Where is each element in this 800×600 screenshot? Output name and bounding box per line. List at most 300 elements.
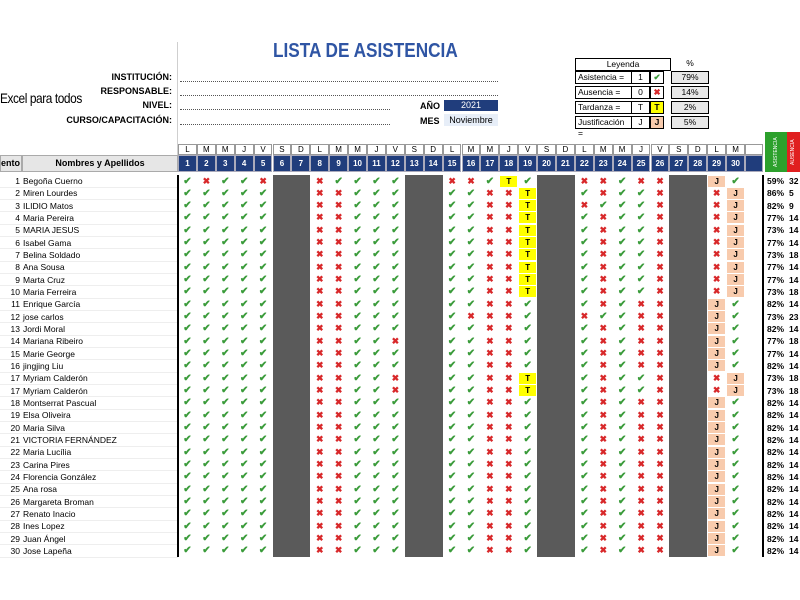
justificacion-mark[interactable]: J [708, 459, 725, 470]
cross-icon[interactable]: ✖ [486, 335, 494, 346]
cross-icon[interactable]: ✖ [505, 298, 513, 309]
institucion-field[interactable] [180, 81, 498, 82]
cross-icon[interactable]: ✖ [486, 508, 494, 519]
check-icon[interactable]: ✔ [636, 187, 646, 199]
student-name[interactable]: ILIDIO Matos [23, 200, 74, 211]
check-icon[interactable]: ✔ [447, 545, 457, 557]
cross-icon[interactable]: ✖ [486, 200, 494, 211]
check-icon[interactable]: ✔ [202, 483, 211, 495]
check-icon[interactable]: ✔ [258, 434, 268, 446]
cross-icon[interactable]: ✖ [505, 286, 513, 297]
check-icon[interactable]: ✔ [447, 237, 457, 249]
cross-icon[interactable]: ✖ [599, 459, 608, 470]
cross-icon[interactable]: ✖ [656, 533, 664, 544]
cross-icon[interactable]: ✖ [505, 434, 513, 445]
check-icon[interactable]: ✔ [239, 471, 249, 483]
check-icon[interactable]: ✔ [372, 311, 381, 323]
check-icon[interactable]: ✔ [221, 261, 230, 273]
student-name[interactable]: Ines Lopez [23, 521, 65, 532]
check-icon[interactable]: ✔ [523, 409, 532, 421]
check-icon[interactable]: ✔ [466, 471, 476, 483]
justificacion-mark[interactable]: J [708, 176, 725, 187]
check-icon[interactable]: ✔ [221, 545, 230, 557]
cross-icon[interactable]: ✖ [334, 434, 343, 445]
nivel-field[interactable] [180, 109, 390, 110]
student-name[interactable]: jingjing Liu [23, 360, 64, 371]
cross-icon[interactable]: ✖ [505, 409, 513, 420]
check-icon[interactable]: ✔ [466, 249, 476, 261]
cross-icon[interactable]: ✖ [486, 286, 494, 297]
check-icon[interactable]: ✔ [391, 249, 400, 261]
check-icon[interactable]: ✔ [466, 422, 476, 434]
cross-icon[interactable]: ✖ [599, 434, 608, 445]
check-icon[interactable]: ✔ [202, 409, 211, 421]
check-icon[interactable]: ✔ [731, 175, 740, 187]
check-icon[interactable]: ✔ [239, 175, 249, 187]
day-number-header[interactable]: 11 [367, 155, 386, 172]
cross-icon[interactable]: ✖ [656, 434, 664, 445]
check-icon[interactable]: ✔ [258, 348, 268, 360]
check-icon[interactable]: ✔ [636, 385, 646, 397]
check-icon[interactable]: ✔ [239, 459, 249, 471]
cross-icon[interactable]: ✖ [334, 335, 343, 346]
check-icon[interactable]: ✔ [183, 508, 192, 520]
day-number-header[interactable]: 9 [329, 155, 348, 172]
check-icon[interactable]: ✔ [258, 483, 268, 495]
check-icon[interactable]: ✔ [580, 496, 589, 508]
cross-icon[interactable]: ✖ [486, 471, 494, 482]
check-icon[interactable]: ✔ [523, 175, 532, 187]
check-icon[interactable]: ✔ [731, 348, 740, 360]
check-icon[interactable]: ✔ [202, 372, 211, 384]
check-icon[interactable]: ✔ [617, 434, 627, 446]
cross-icon[interactable]: ✖ [334, 187, 343, 198]
cross-icon[interactable]: ✖ [656, 212, 664, 223]
check-icon[interactable]: ✔ [372, 212, 381, 224]
check-icon[interactable]: ✔ [372, 372, 381, 384]
student-name[interactable]: Maria Ferreira [23, 286, 77, 297]
check-icon[interactable]: ✔ [221, 200, 230, 212]
cross-icon[interactable]: ✖ [334, 446, 343, 457]
check-icon[interactable]: ✔ [202, 397, 211, 409]
check-icon[interactable]: ✔ [617, 298, 627, 310]
justificacion-mark[interactable]: J [708, 311, 725, 322]
cross-icon[interactable]: ✖ [316, 175, 324, 186]
check-icon[interactable]: ✔ [372, 286, 381, 298]
check-icon[interactable]: ✔ [202, 422, 211, 434]
student-name[interactable]: Enrique García [23, 299, 81, 310]
check-icon[interactable]: ✔ [447, 409, 457, 421]
cross-icon[interactable]: ✖ [599, 360, 608, 371]
check-icon[interactable]: ✔ [372, 520, 381, 532]
cross-icon[interactable]: ✖ [486, 212, 494, 223]
cross-icon[interactable]: ✖ [334, 545, 343, 556]
check-icon[interactable]: ✔ [258, 397, 268, 409]
check-icon[interactable]: ✔ [353, 212, 362, 224]
check-icon[interactable]: ✔ [239, 397, 249, 409]
check-icon[interactable]: ✔ [447, 496, 457, 508]
check-icon[interactable]: ✔ [353, 397, 362, 409]
day-number-header[interactable]: 3 [216, 155, 235, 172]
check-icon[interactable]: ✔ [221, 471, 230, 483]
check-icon[interactable]: ✔ [466, 385, 476, 397]
check-icon[interactable]: ✔ [183, 224, 192, 236]
cross-icon[interactable]: ✖ [599, 348, 608, 359]
check-icon[interactable]: ✔ [183, 422, 192, 434]
check-icon[interactable]: ✔ [183, 446, 192, 458]
check-icon[interactable]: ✔ [258, 545, 268, 557]
check-icon[interactable]: ✔ [239, 422, 249, 434]
cross-icon[interactable]: ✖ [486, 249, 494, 260]
check-icon[interactable]: ✔ [523, 533, 532, 545]
cross-icon[interactable]: ✖ [316, 434, 324, 445]
justificacion-mark[interactable]: J [727, 286, 744, 297]
check-icon[interactable]: ✔ [183, 298, 192, 310]
check-icon[interactable]: ✔ [617, 249, 627, 261]
check-icon[interactable]: ✔ [731, 520, 740, 532]
check-icon[interactable]: ✔ [258, 533, 268, 545]
check-icon[interactable]: ✔ [731, 335, 740, 347]
day-number-header[interactable]: 27 [669, 155, 688, 172]
check-icon[interactable]: ✔ [183, 360, 192, 372]
cross-icon[interactable]: ✖ [202, 175, 211, 186]
student-name[interactable]: Florencia González [23, 471, 97, 482]
check-icon[interactable]: ✔ [372, 545, 381, 557]
cross-icon[interactable]: ✖ [505, 483, 513, 494]
check-icon[interactable]: ✔ [372, 496, 381, 508]
check-icon[interactable]: ✔ [447, 397, 457, 409]
cross-icon[interactable]: ✖ [505, 496, 513, 507]
check-icon[interactable]: ✔ [580, 261, 589, 273]
cross-icon[interactable]: ✖ [391, 372, 400, 383]
justificacion-mark[interactable]: J [727, 200, 744, 211]
cross-icon[interactable]: ✖ [599, 286, 608, 297]
check-icon[interactable]: ✔ [221, 520, 230, 532]
check-icon[interactable]: ✔ [580, 471, 589, 483]
cross-icon[interactable]: ✖ [334, 212, 343, 223]
check-icon[interactable]: ✔ [202, 224, 211, 236]
check-icon[interactable]: ✔ [523, 323, 532, 335]
cross-icon[interactable]: ✖ [316, 237, 324, 248]
check-icon[interactable]: ✔ [202, 298, 211, 310]
check-icon[interactable]: ✔ [183, 434, 192, 446]
justificacion-mark[interactable]: J [708, 360, 725, 371]
check-icon[interactable]: ✔ [221, 237, 230, 249]
check-icon[interactable]: ✔ [372, 224, 381, 236]
student-name[interactable]: Margareta Broman [23, 496, 94, 507]
cross-icon[interactable]: ✖ [637, 422, 645, 433]
cross-icon[interactable]: ✖ [505, 397, 513, 408]
check-icon[interactable]: ✔ [636, 372, 646, 384]
check-icon[interactable]: ✔ [580, 249, 589, 261]
check-icon[interactable]: ✔ [617, 323, 627, 335]
check-icon[interactable]: ✔ [391, 397, 400, 409]
cross-icon[interactable]: ✖ [486, 261, 494, 272]
cross-icon[interactable]: ✖ [486, 298, 494, 309]
check-icon[interactable]: ✔ [239, 187, 249, 199]
check-icon[interactable]: ✔ [183, 385, 192, 397]
check-icon[interactable]: ✔ [617, 372, 627, 384]
check-icon[interactable]: ✔ [580, 298, 589, 310]
check-icon[interactable]: ✔ [636, 224, 646, 236]
check-icon[interactable]: ✔ [239, 335, 249, 347]
cross-icon[interactable]: ✖ [316, 409, 324, 420]
cross-icon[interactable]: ✖ [505, 372, 513, 383]
check-icon[interactable]: ✔ [353, 533, 362, 545]
tardanza-mark[interactable]: T [519, 225, 536, 236]
cross-icon[interactable]: ✖ [505, 459, 513, 470]
check-icon[interactable]: ✔ [183, 409, 192, 421]
day-number-header[interactable]: 5 [254, 155, 273, 172]
check-icon[interactable]: ✔ [258, 200, 268, 212]
check-icon[interactable]: ✔ [239, 533, 249, 545]
check-icon[interactable]: ✔ [731, 397, 740, 409]
check-icon[interactable]: ✔ [523, 483, 532, 495]
justificacion-mark[interactable]: J [708, 323, 725, 334]
cross-icon[interactable]: ✖ [316, 335, 324, 346]
check-icon[interactable]: ✔ [731, 446, 740, 458]
check-icon[interactable]: ✔ [353, 434, 362, 446]
check-icon[interactable]: ✔ [239, 212, 249, 224]
cross-icon[interactable]: ✖ [656, 459, 664, 470]
check-icon[interactable]: ✔ [391, 409, 400, 421]
check-icon[interactable]: ✔ [731, 483, 740, 495]
check-icon[interactable]: ✔ [372, 323, 381, 335]
check-icon[interactable]: ✔ [221, 323, 230, 335]
check-icon[interactable]: ✔ [372, 397, 381, 409]
check-icon[interactable]: ✔ [617, 286, 627, 298]
cross-icon[interactable]: ✖ [656, 323, 664, 334]
cross-icon[interactable]: ✖ [599, 175, 608, 186]
cross-icon[interactable]: ✖ [637, 409, 645, 420]
check-icon[interactable]: ✔ [221, 348, 230, 360]
check-icon[interactable]: ✔ [202, 187, 211, 199]
check-icon[interactable]: ✔ [391, 496, 400, 508]
cross-icon[interactable]: ✖ [316, 224, 324, 235]
check-icon[interactable]: ✔ [391, 286, 400, 298]
cross-icon[interactable]: ✖ [316, 323, 324, 334]
check-icon[interactable]: ✔ [258, 446, 268, 458]
tardanza-mark[interactable]: T [519, 262, 536, 273]
justificacion-mark[interactable]: J [727, 237, 744, 248]
check-icon[interactable]: ✔ [580, 372, 589, 384]
cross-icon[interactable]: ✖ [656, 175, 664, 186]
cross-icon[interactable]: ✖ [637, 520, 645, 531]
justificacion-mark[interactable]: J [708, 521, 725, 532]
check-icon[interactable]: ✔ [258, 311, 268, 323]
check-icon[interactable]: ✔ [353, 261, 362, 273]
check-icon[interactable]: ✔ [353, 249, 362, 261]
cross-icon[interactable]: ✖ [505, 311, 513, 322]
cross-icon[interactable]: ✖ [334, 298, 343, 309]
cross-icon[interactable]: ✖ [486, 372, 494, 383]
check-icon[interactable]: ✔ [580, 360, 589, 372]
check-icon[interactable]: ✔ [258, 385, 268, 397]
check-icon[interactable]: ✔ [466, 212, 476, 224]
check-icon[interactable]: ✔ [447, 335, 457, 347]
check-icon[interactable]: ✔ [580, 385, 589, 397]
cross-icon[interactable]: ✖ [656, 298, 664, 309]
check-icon[interactable]: ✔ [580, 187, 589, 199]
cross-icon[interactable]: ✖ [656, 249, 664, 260]
check-icon[interactable]: ✔ [731, 409, 740, 421]
check-icon[interactable]: ✔ [617, 360, 627, 372]
cross-icon[interactable]: ✖ [505, 261, 513, 272]
cross-icon[interactable]: ✖ [505, 212, 513, 223]
cross-icon[interactable]: ✖ [580, 175, 589, 186]
student-name[interactable]: Myriam Calderón [23, 385, 88, 396]
day-number-header[interactable]: 28 [688, 155, 707, 172]
cross-icon[interactable]: ✖ [486, 496, 494, 507]
cross-icon[interactable]: ✖ [316, 261, 324, 272]
cross-icon[interactable]: ✖ [637, 533, 645, 544]
check-icon[interactable]: ✔ [447, 533, 457, 545]
check-icon[interactable]: ✔ [221, 286, 230, 298]
check-icon[interactable]: ✔ [239, 446, 249, 458]
check-icon[interactable]: ✔ [353, 483, 362, 495]
check-icon[interactable]: ✔ [202, 200, 211, 212]
cross-icon[interactable]: ✖ [505, 446, 513, 457]
check-icon[interactable]: ✔ [391, 508, 400, 520]
cross-icon[interactable]: ✖ [334, 274, 343, 285]
justificacion-mark[interactable]: J [708, 410, 725, 421]
check-icon[interactable]: ✔ [447, 224, 457, 236]
check-icon[interactable]: ✔ [617, 471, 627, 483]
check-icon[interactable]: ✔ [636, 200, 646, 212]
check-icon[interactable]: ✔ [258, 360, 268, 372]
check-icon[interactable]: ✔ [258, 496, 268, 508]
cross-icon[interactable]: ✖ [316, 212, 324, 223]
justificacion-mark[interactable]: J [708, 348, 725, 359]
student-name[interactable]: MARIA JESUS [23, 225, 80, 236]
tardanza-mark[interactable]: T [519, 188, 536, 199]
check-icon[interactable]: ✔ [353, 311, 362, 323]
cross-icon[interactable]: ✖ [334, 471, 343, 482]
day-number-header[interactable]: 15 [443, 155, 462, 172]
check-icon[interactable]: ✔ [447, 508, 457, 520]
check-icon[interactable]: ✔ [353, 372, 362, 384]
check-icon[interactable]: ✔ [523, 496, 532, 508]
check-icon[interactable]: ✔ [523, 508, 532, 520]
day-number-header[interactable]: 6 [273, 155, 292, 172]
cross-icon[interactable]: ✖ [316, 483, 324, 494]
check-icon[interactable]: ✔ [221, 298, 230, 310]
check-icon[interactable]: ✔ [202, 274, 211, 286]
cross-icon[interactable]: ✖ [334, 261, 343, 272]
cross-icon[interactable]: ✖ [599, 483, 608, 494]
cross-icon[interactable]: ✖ [486, 520, 494, 531]
tardanza-mark[interactable]: T [519, 286, 536, 297]
cross-icon[interactable]: ✖ [637, 545, 645, 556]
student-name[interactable]: Marie George [23, 348, 75, 359]
check-icon[interactable]: ✔ [202, 261, 211, 273]
cross-icon[interactable]: ✖ [637, 175, 645, 186]
justificacion-mark[interactable]: J [708, 508, 725, 519]
cross-icon[interactable]: ✖ [486, 409, 494, 420]
check-icon[interactable]: ✔ [239, 545, 249, 557]
justificacion-mark[interactable]: J [708, 397, 725, 408]
cross-icon[interactable]: ✖ [334, 533, 343, 544]
cross-icon[interactable]: ✖ [656, 224, 664, 235]
check-icon[interactable]: ✔ [221, 335, 230, 347]
cross-icon[interactable]: ✖ [316, 397, 324, 408]
check-icon[interactable]: ✔ [353, 323, 362, 335]
cross-icon[interactable]: ✖ [334, 496, 343, 507]
check-icon[interactable]: ✔ [391, 520, 400, 532]
cross-icon[interactable]: ✖ [486, 397, 494, 408]
day-number-header[interactable]: 29 [707, 155, 726, 172]
cross-icon[interactable]: ✖ [712, 224, 721, 235]
check-icon[interactable]: ✔ [617, 545, 627, 557]
check-icon[interactable]: ✔ [466, 434, 476, 446]
check-icon[interactable]: ✔ [466, 224, 476, 236]
check-icon[interactable]: ✔ [239, 520, 249, 532]
check-icon[interactable]: ✔ [258, 508, 268, 520]
cross-icon[interactable]: ✖ [467, 175, 475, 186]
check-icon[interactable]: ✔ [731, 298, 740, 310]
check-icon[interactable]: ✔ [523, 434, 532, 446]
check-icon[interactable]: ✔ [258, 274, 268, 286]
cross-icon[interactable]: ✖ [599, 249, 608, 260]
cross-icon[interactable]: ✖ [712, 274, 721, 285]
check-icon[interactable]: ✔ [466, 483, 476, 495]
cross-icon[interactable]: ✖ [712, 237, 721, 248]
cross-icon[interactable]: ✖ [486, 311, 494, 322]
check-icon[interactable]: ✔ [258, 323, 268, 335]
cross-icon[interactable]: ✖ [637, 483, 645, 494]
check-icon[interactable]: ✔ [466, 274, 476, 286]
justificacion-mark[interactable]: J [708, 484, 725, 495]
tardanza-mark[interactable]: T [519, 237, 536, 248]
day-number-header[interactable]: 12 [386, 155, 405, 172]
check-icon[interactable]: ✔ [466, 187, 476, 199]
cross-icon[interactable]: ✖ [656, 311, 664, 322]
cross-icon[interactable]: ✖ [637, 323, 645, 334]
cross-icon[interactable]: ✖ [599, 508, 608, 519]
day-number-header[interactable]: 25 [632, 155, 651, 172]
check-icon[interactable]: ✔ [221, 311, 230, 323]
check-icon[interactable]: ✔ [391, 471, 400, 483]
cross-icon[interactable]: ✖ [712, 372, 721, 383]
cross-icon[interactable]: ✖ [599, 471, 608, 482]
check-icon[interactable]: ✔ [239, 496, 249, 508]
cross-icon[interactable]: ✖ [486, 483, 494, 494]
cross-icon[interactable]: ✖ [505, 471, 513, 482]
cross-icon[interactable]: ✖ [334, 360, 343, 371]
cross-icon[interactable]: ✖ [637, 446, 645, 457]
check-icon[interactable]: ✔ [731, 545, 740, 557]
check-icon[interactable]: ✔ [372, 434, 381, 446]
check-icon[interactable]: ✔ [580, 434, 589, 446]
check-icon[interactable]: ✔ [617, 311, 627, 323]
check-icon[interactable]: ✔ [466, 237, 476, 249]
cross-icon[interactable]: ✖ [334, 200, 343, 211]
student-name[interactable]: Maria Silva [23, 422, 66, 433]
check-icon[interactable]: ✔ [239, 348, 249, 360]
responsable-field[interactable] [180, 95, 498, 96]
check-icon[interactable]: ✔ [239, 508, 249, 520]
check-icon[interactable]: ✔ [239, 434, 249, 446]
check-icon[interactable]: ✔ [617, 385, 627, 397]
justificacion-mark[interactable]: J [708, 299, 725, 310]
cross-icon[interactable]: ✖ [316, 520, 324, 531]
check-icon[interactable]: ✔ [466, 323, 476, 335]
student-name[interactable]: Jose Lapeña [23, 545, 72, 556]
day-number-header[interactable]: 23 [594, 155, 613, 172]
cross-icon[interactable]: ✖ [599, 335, 608, 346]
check-icon[interactable]: ✔ [183, 520, 192, 532]
cross-icon[interactable]: ✖ [656, 520, 664, 531]
